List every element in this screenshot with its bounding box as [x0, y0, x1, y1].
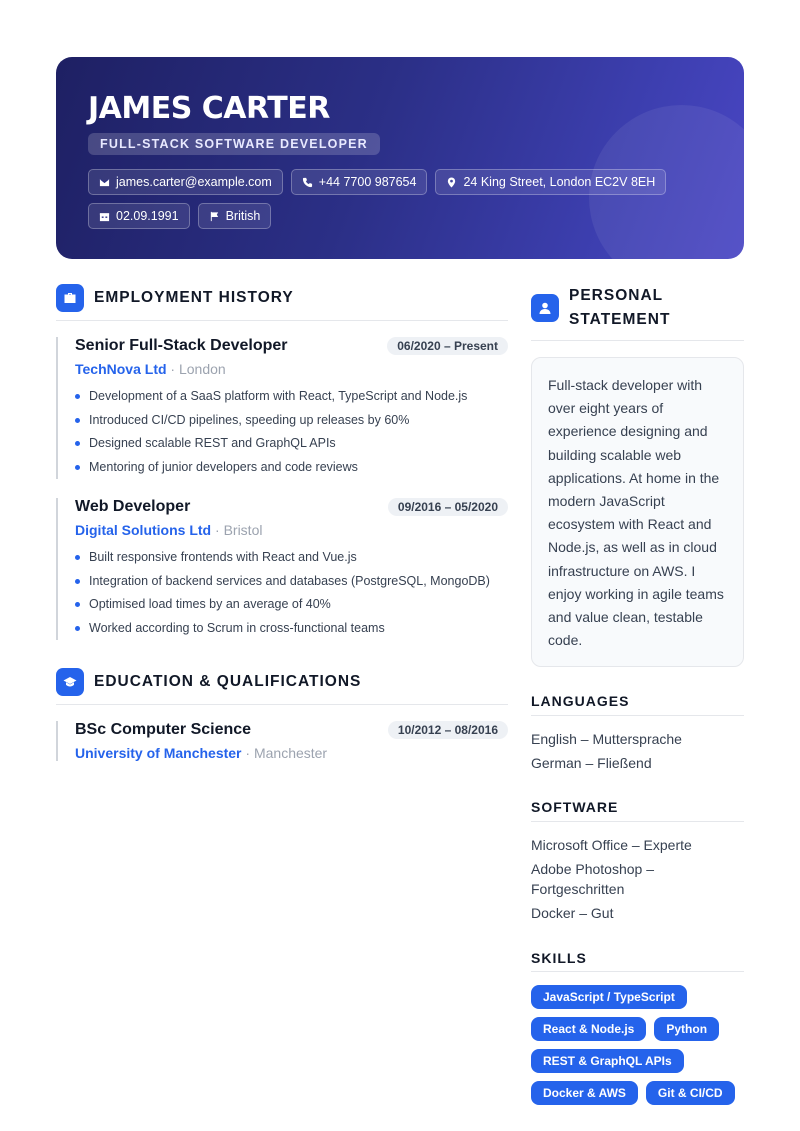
- contact-address-text: 24 King Street, London EC2V 8EH: [463, 175, 656, 189]
- job-bullet: Built responsive frontends with React and Vue.js: [75, 546, 508, 570]
- location-icon: [446, 177, 457, 188]
- divider: [531, 715, 744, 716]
- job-entry: [56, 337, 508, 479]
- skill-tag: JavaScript / TypeScript: [531, 985, 687, 1009]
- employment-title: EMPLOYMENT HISTORY: [94, 289, 294, 306]
- job-dates: 06/2020 – Present: [387, 337, 508, 355]
- job-company: TechNova Ltd: [75, 361, 167, 377]
- divider: [56, 320, 508, 321]
- school-city: Manchester: [253, 745, 328, 761]
- languages-list: [531, 729, 744, 777]
- contact-phone[interactable]: [291, 169, 428, 195]
- languages-title: LANGUAGES: [531, 693, 630, 709]
- skill-tag: Python: [654, 1017, 719, 1041]
- skill-tag: Git & CI/CD: [646, 1081, 735, 1105]
- job-bullet: Mentoring of junior developers and code reviews: [75, 456, 508, 480]
- decorative-circle: [589, 105, 744, 259]
- job-bullets: [75, 546, 508, 640]
- contact-nationality-text: British: [225, 209, 261, 223]
- user-icon: [531, 294, 559, 322]
- job-city: Bristol: [223, 522, 263, 538]
- divider: [531, 971, 744, 972]
- separator: ·: [170, 361, 176, 377]
- skills-list: [531, 985, 744, 1105]
- resume-header: [56, 57, 744, 259]
- education-dates: 10/2012 – 08/2016: [388, 721, 508, 739]
- phone-icon: [302, 177, 313, 188]
- job-city: London: [178, 361, 226, 377]
- job-company: Digital Solutions Ltd: [75, 522, 212, 538]
- job-title: Web Developer: [75, 498, 191, 515]
- job-bullet: Designed scalable REST and GraphQL APIs: [75, 432, 508, 456]
- education-title: EDUCATION & QUALIFICATIONS: [94, 673, 362, 690]
- degree-title: BSc Computer Science: [75, 721, 252, 738]
- software-list: [531, 835, 701, 927]
- job-bullet: Worked according to Scrum in cross-functional teams: [75, 617, 508, 641]
- divider: [56, 704, 508, 705]
- language-item: English – Muttersprache: [531, 731, 682, 747]
- mail-icon: [99, 177, 110, 188]
- contact-nationality: [198, 203, 272, 229]
- personal-title-line1: PERSONAL: [569, 287, 664, 304]
- flag-icon: [209, 211, 220, 222]
- briefcase-icon: [56, 284, 84, 312]
- job-bullet: Integration of backend services and databases (PostgreSQL, MongoDB): [75, 570, 508, 594]
- candidate-role: FULL-STACK SOFTWARE DEVELOPER: [88, 133, 380, 155]
- job-entry: [56, 498, 508, 640]
- job-bullet: Introduced CI/CD pipelines, speeding up releases by 60%: [75, 409, 508, 433]
- contact-email-text: james.carter@example.com: [116, 175, 272, 189]
- contact-email[interactable]: [88, 169, 283, 195]
- job-bullet: Development of a SaaS platform with React, TypeScript and Node.js: [75, 385, 508, 409]
- separator: ·: [245, 745, 251, 761]
- personal-title-line2: STATEMENT: [569, 311, 671, 328]
- contact-birthdate: [88, 203, 190, 229]
- skill-tag: React & Node.js: [531, 1017, 646, 1041]
- job-bullet: Optimised load times by an average of 40%: [75, 593, 508, 617]
- language-item: German – Fließend: [531, 755, 652, 771]
- contact-phone-text: +44 7700 987654: [318, 175, 417, 189]
- skill-tag: Docker & AWS: [531, 1081, 638, 1105]
- calendar-icon: [99, 211, 110, 222]
- divider: [531, 821, 744, 822]
- school-name: University of Manchester: [75, 745, 242, 761]
- software-item: Docker – Gut: [531, 905, 614, 921]
- personal-title: [569, 284, 670, 332]
- software-item: Microsoft Office – Experte: [531, 837, 692, 853]
- job-bullets: [75, 385, 508, 479]
- job-org: [75, 361, 508, 377]
- education-entry: [56, 721, 508, 761]
- contact-birthdate-text: 02.09.1991: [116, 209, 179, 223]
- employment-section-heading: [56, 284, 294, 312]
- job-org: [75, 522, 508, 538]
- skills-title: SKILLS: [531, 950, 587, 966]
- job-title: Senior Full-Stack Developer: [75, 337, 288, 354]
- personal-statement: Full-stack developer with over eight years of experience designing and building scalable web applications. At home in the modern JavaScript ecosystem with React and Node.js, as well as in cloud infrastructure on AWS. I enjoy working in agile teams and value clean, testable code.: [531, 357, 744, 667]
- software-item: Adobe Photoshop – Fortgeschritten: [531, 861, 654, 897]
- divider: [531, 340, 744, 341]
- education-org: [75, 745, 508, 761]
- skill-tag: REST & GraphQL APIs: [531, 1049, 684, 1073]
- separator: ·: [215, 522, 220, 538]
- graduation-cap-icon: [56, 668, 84, 696]
- education-section-heading: [56, 668, 361, 696]
- candidate-name: JAMES CARTER: [88, 91, 330, 126]
- personal-section-heading: [531, 284, 670, 332]
- software-title: SOFTWARE: [531, 799, 619, 815]
- job-dates: 09/2016 – 05/2020: [388, 498, 508, 516]
